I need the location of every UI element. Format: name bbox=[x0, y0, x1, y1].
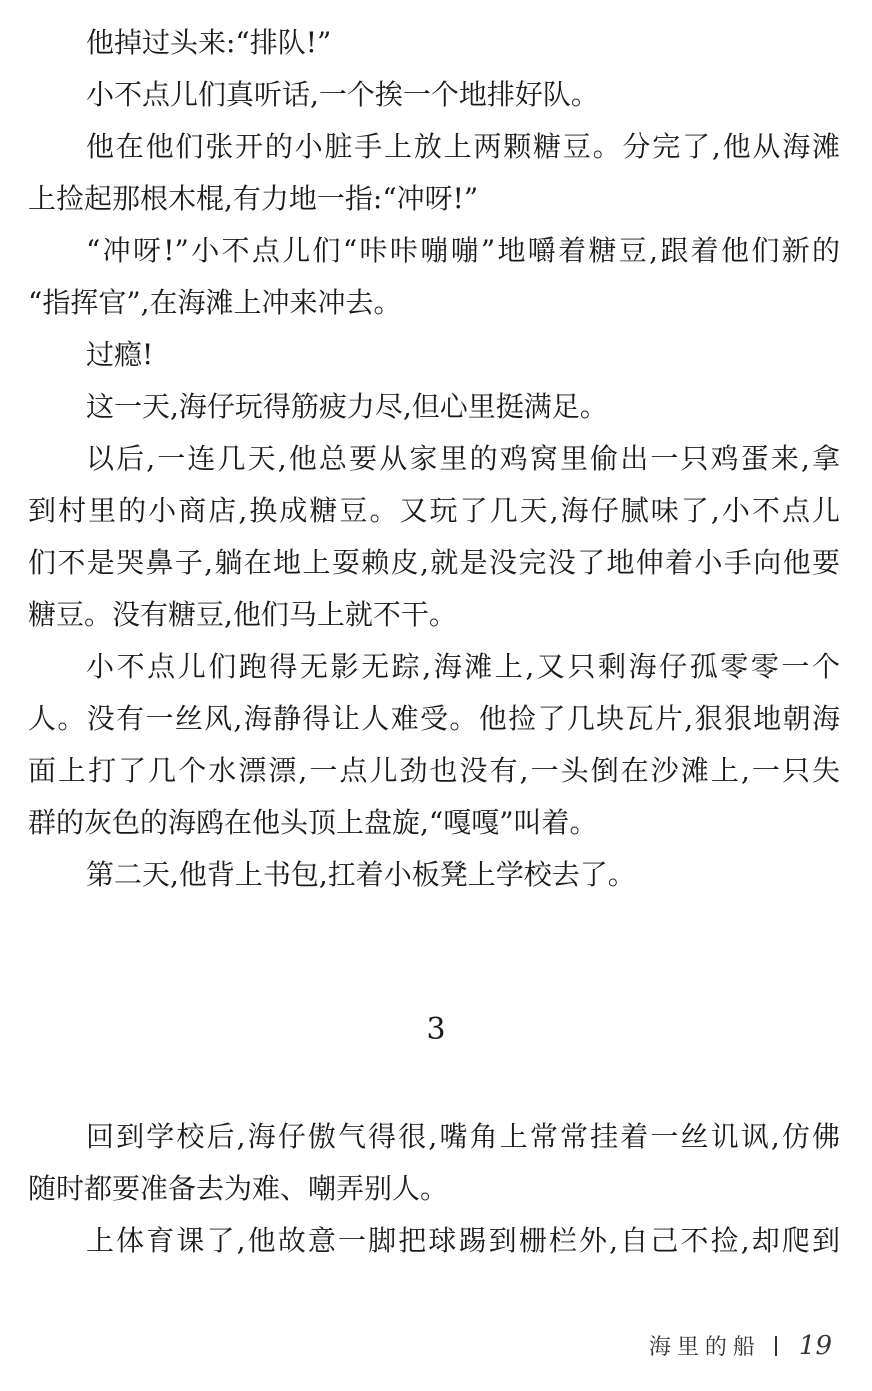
paragraph bbox=[28, 381, 840, 433]
text-block-2 bbox=[28, 1111, 840, 1267]
text-line: 这一天,海仔玩得筋疲力尽,但心里挺满足。 bbox=[86, 390, 608, 423]
text-line: 上体育课了,他故意一脚把球踢到栅栏外,自己不捡,却爬到 bbox=[86, 1224, 840, 1257]
text-line: 随时都要准备去为难、嘲弄别人。 bbox=[28, 1172, 449, 1205]
text-line: 小不点儿们跑得无影无踪,海滩上,又只剩海仔孤零零一个 bbox=[86, 650, 840, 683]
text-line: 他掉过头来:“排队!” bbox=[86, 26, 332, 59]
page-footer bbox=[649, 1330, 832, 1361]
paragraph bbox=[28, 17, 840, 69]
text-line: 第二天,他背上书包,扛着小板凳上学校去了。 bbox=[86, 858, 636, 891]
text-line: 回到学校后,海仔傲气得很,嘴角上常常挂着一丝讥讽,仿佛 bbox=[86, 1120, 840, 1153]
paragraph bbox=[28, 1215, 840, 1267]
text-line: 们不是哭鼻子,躺在地上耍赖皮,就是没完没了地伸着小手向他要 bbox=[28, 546, 840, 579]
paragraph bbox=[28, 69, 840, 121]
text-line: “冲呀!”小不点儿们“咔咔嘣嘣”地嚼着糖豆,跟着他们新的 bbox=[86, 234, 840, 267]
text-line: 面上打了几个水漂漂,一点儿劲也没有,一头倒在沙滩上,一只失 bbox=[28, 754, 840, 787]
book-title: 海里的船 bbox=[648, 1335, 761, 1360]
text-line: “指挥官”,在海滩上冲来冲去。 bbox=[28, 286, 402, 319]
paragraph bbox=[28, 329, 840, 381]
text-line: 过瘾! bbox=[86, 338, 154, 371]
paragraph bbox=[28, 1111, 840, 1215]
paragraph bbox=[28, 225, 840, 329]
text-line: 群的灰色的海鸥在他头顶上盘旋,“嘎嘎”叫着。 bbox=[28, 806, 598, 839]
text-line: 糖豆。没有糖豆,他们马上就不干。 bbox=[28, 598, 457, 631]
text-line: 到村里的小商店,换成糖豆。又玩了几天,海仔腻味了,小不点儿 bbox=[28, 494, 840, 527]
page-number: 19 bbox=[798, 1330, 832, 1361]
paragraph bbox=[28, 641, 840, 849]
text-line: 他在他们张开的小脏手上放上两颗糖豆。分完了,他从海滩 bbox=[86, 130, 840, 163]
chapter-number: 3 bbox=[426, 1012, 446, 1047]
text-line: 人。没有一丝风,海静得让人难受。他捡了几块瓦片,狠狠地朝海 bbox=[28, 702, 840, 735]
text-line: 上捡起那根木棍,有力地一指:“冲呀!” bbox=[28, 182, 479, 215]
paragraph bbox=[28, 849, 840, 901]
text-block-1 bbox=[28, 17, 840, 901]
footer-divider bbox=[775, 1336, 777, 1356]
text-line: 以后,一连几天,他总要从家里的鸡窝里偷出一只鸡蛋来,拿 bbox=[86, 442, 840, 475]
text-line: 小不点儿们真听话,一个挨一个地排好队。 bbox=[86, 78, 599, 111]
paragraph bbox=[28, 121, 840, 225]
paragraph bbox=[28, 433, 840, 641]
